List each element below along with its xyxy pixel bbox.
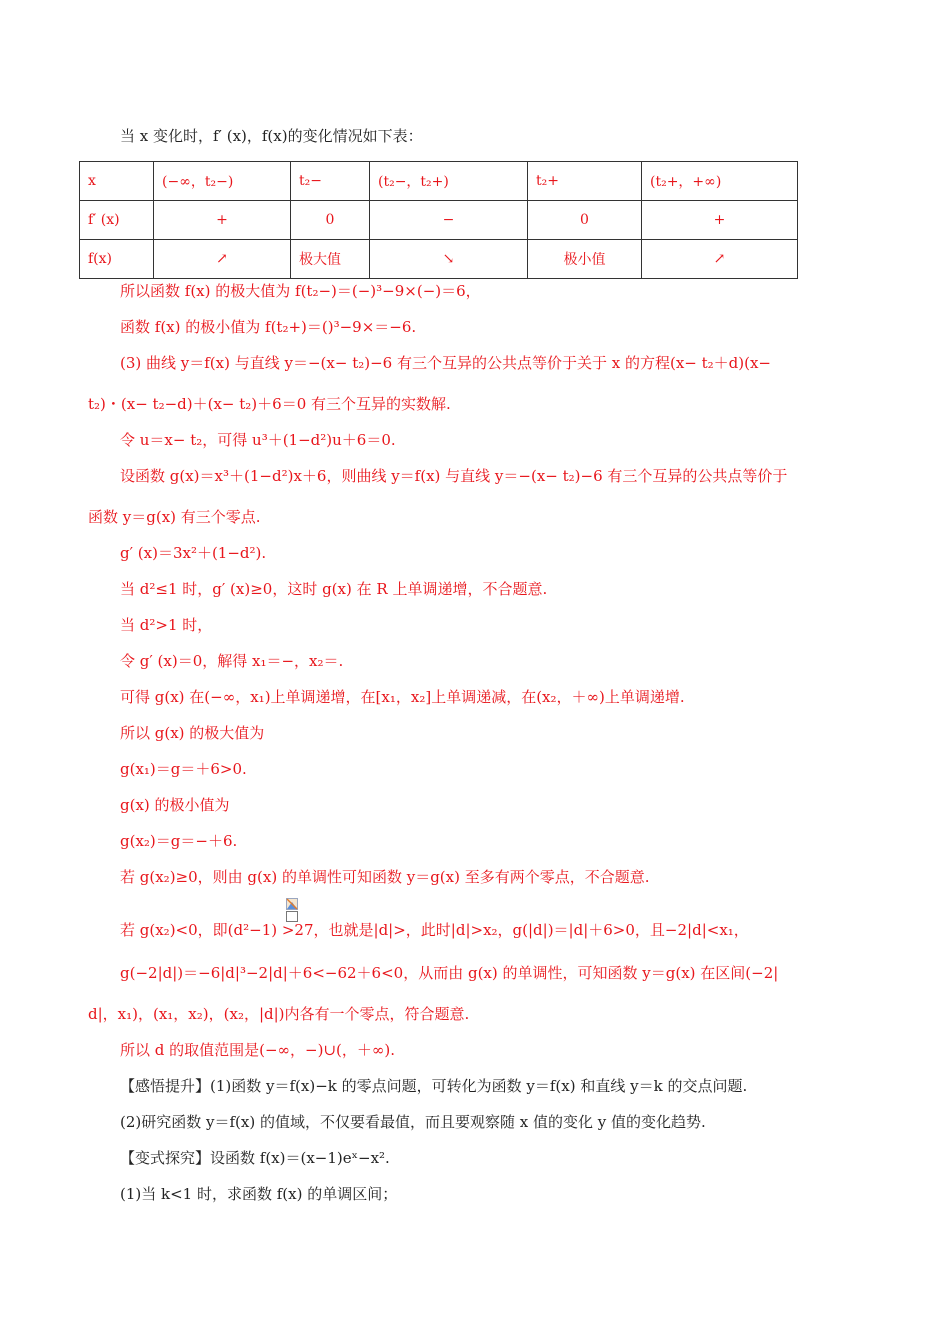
table-row-header xyxy=(80,162,798,201)
variation-table xyxy=(79,161,798,279)
text-line: g(x₁)＝g＝＋6>0. xyxy=(120,760,247,778)
table-cell: (t₂+，+∞) xyxy=(642,162,798,201)
table-cell: + xyxy=(154,201,291,240)
text-line: 令 u＝x− t₂，可得 u³＋(1−d²)u＋6＝0. xyxy=(120,431,396,449)
intro-line: 当 x 变化时，f′ (x)，f(x)的变化情况如下表： xyxy=(120,127,423,145)
text-line: 可得 g(x) 在(−∞，x₁)上单调递增，在[x₁，x₂]上单调递减，在(x₂，＋∞)上单调递增. xyxy=(120,688,685,706)
text-line: g(−2|d|)＝−6|d|³−2|d|＋6<−62＋6<0，从而由 g(x) 的单调性，可知函数 y＝g(x) 在区间(−2| xyxy=(120,964,779,982)
text-line: d|，x₁)，(x₁，x₂)，(x₂，|d|)内各有一个零点，符合题意. xyxy=(88,1005,470,1023)
table-cell: x xyxy=(80,162,154,201)
text-line: (3) 曲线 y＝f(x) 与直线 y＝−(x− t₂)−6 有三个互异的公共点等价于关于 x 的方程(x− t₂＋d)(x− xyxy=(120,354,771,372)
text-line: g′ (x)＝3x²＋(1−d²). xyxy=(120,544,267,562)
text-line: 若 g(x₂)≥0，则由 g(x) 的单调性可知函数 y＝g(x) 至多有两个零点，不合题意. xyxy=(120,868,650,886)
table-row-derivative xyxy=(80,201,798,240)
table-cell: (t₂−，t₂+) xyxy=(370,162,528,201)
table-cell: 极小值 xyxy=(528,240,642,279)
table-cell: 0 xyxy=(528,201,642,240)
text-line: (1)当 k<1 时，求函数 f(x) 的单调区间； xyxy=(120,1185,398,1203)
table-cell: f(x) xyxy=(80,240,154,279)
text-line: 当 d²≤1 时，g′ (x)≥0，这时 g(x) 在 R 上单调递增，不合题意. xyxy=(120,580,548,598)
table-cell: 极大值 xyxy=(291,240,370,279)
text-line: 当 d²>1 时， xyxy=(120,616,213,634)
text-line: 函数 f(x) 的极小值为 f(t₂+)＝()³−9×＝−6. xyxy=(120,318,417,336)
table-cell: 0 xyxy=(291,201,370,240)
text-line: 令 g′ (x)＝0，解得 x₁＝−，x₂＝. xyxy=(120,652,344,670)
text-line: 【感悟提升】(1)函数 y＝f(x)−k 的零点问题，可转化为函数 y＝f(x) 和直线 y＝k 的交点问题. xyxy=(120,1077,748,1095)
table-row-function xyxy=(80,240,798,279)
text-line: t₂)・(x− t₂−d)＋(x− t₂)＋6＝0 有三个互异的实数解. xyxy=(88,395,451,413)
text-line: (2)研究函数 y＝f(x) 的值域，不仅要看最值，而且要观察随 x 值的变化 y 值的变化趋势. xyxy=(120,1113,706,1131)
text-line: 所以 g(x) 的极大值为 xyxy=(120,724,265,742)
table-cell: t₂+ xyxy=(528,162,642,201)
broken-image-icon xyxy=(286,898,298,922)
table-cell: − xyxy=(370,201,528,240)
text-line: g(x₂)＝g＝−＋6. xyxy=(120,832,238,850)
text-line: 【变式探究】设函数 f(x)＝(x−1)eˣ−x². xyxy=(120,1149,390,1167)
table-cell: ↘ xyxy=(370,240,528,279)
text-line: 设函数 g(x)＝x³＋(1−d²)x＋6，则曲线 y＝f(x) 与直线 y＝−(x− t₂)−6 有三个互异的公共点等价于 xyxy=(120,467,788,485)
text-line: 若 g(x₂)<0，即(d²−1) >27，也就是|d|>，此时|d|>x₂，g(|d|)＝|d|＋6>0，且−2|d|<x₁， xyxy=(120,921,749,939)
text-line: 函数 y＝g(x) 有三个零点. xyxy=(88,508,261,526)
table-cell: (−∞，t₂−) xyxy=(154,162,291,201)
table-cell: f′ (x) xyxy=(80,201,154,240)
table-cell: t₂− xyxy=(291,162,370,201)
table-cell: ↗ xyxy=(642,240,798,279)
table-cell: ↗ xyxy=(154,240,291,279)
text-line: g(x) 的极小值为 xyxy=(120,796,230,814)
table-cell: + xyxy=(642,201,798,240)
text-line: 所以 d 的取值范围是(−∞，−)∪(，＋∞). xyxy=(120,1041,396,1059)
text-line: 所以函数 f(x) 的极大值为 f(t₂−)＝(−)³−9×(−)＝6， xyxy=(120,282,481,300)
